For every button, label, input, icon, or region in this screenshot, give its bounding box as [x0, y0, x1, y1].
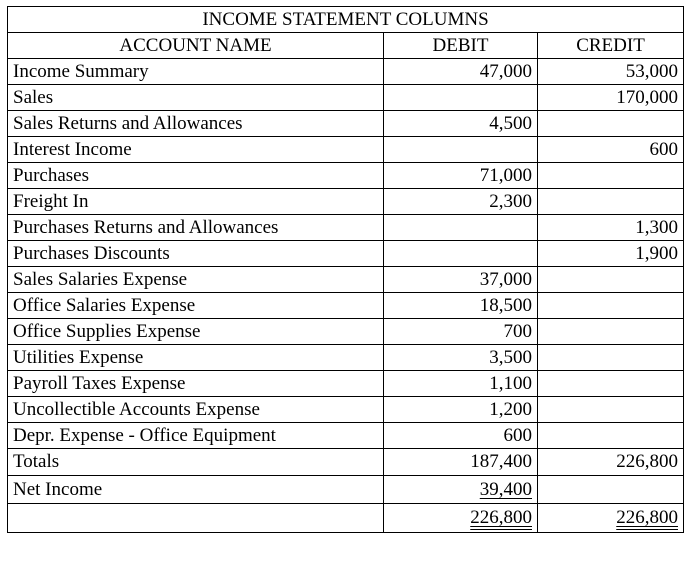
account-name-cell: Purchases Returns and Allowances: [8, 215, 384, 241]
final-credit: [538, 504, 684, 533]
credit-cell: 170,000: [538, 85, 684, 111]
debit-cell: 71,000: [384, 163, 538, 189]
debit-cell: 18,500: [384, 293, 538, 319]
final-credit-value: 226,800: [616, 507, 678, 528]
totals-credit: 226,800: [538, 449, 684, 476]
credit-cell: [538, 423, 684, 449]
account-row: [8, 137, 684, 163]
account-row: [8, 423, 684, 449]
account-row: [8, 267, 684, 293]
account-row: [8, 397, 684, 423]
credit-cell: 1,900: [538, 241, 684, 267]
account-name-cell: Uncollectible Accounts Expense: [8, 397, 384, 423]
debit-cell: [384, 85, 538, 111]
account-row: [8, 293, 684, 319]
account-row: [8, 345, 684, 371]
account-name-cell: Purchases: [8, 163, 384, 189]
final-debit-value: 226,800: [470, 507, 532, 528]
account-row: [8, 371, 684, 397]
debit-cell: 3,500: [384, 345, 538, 371]
income-statement-table: [7, 6, 684, 533]
debit-cell: 47,000: [384, 59, 538, 85]
account-row: [8, 59, 684, 85]
totals-label: Totals: [8, 449, 384, 476]
account-name-cell: Payroll Taxes Expense: [8, 371, 384, 397]
account-row: [8, 215, 684, 241]
account-name-cell: Utilities Expense: [8, 345, 384, 371]
account-name-cell: Office Salaries Expense: [8, 293, 384, 319]
account-row: [8, 189, 684, 215]
debit-cell: 1,200: [384, 397, 538, 423]
debit-cell: [384, 241, 538, 267]
account-row: [8, 319, 684, 345]
net-income-label: Net Income: [8, 476, 384, 504]
debit-cell: [384, 137, 538, 163]
account-name-cell: Sales Returns and Allowances: [8, 111, 384, 137]
debit-cell: 700: [384, 319, 538, 345]
debit-cell: 2,300: [384, 189, 538, 215]
account-row: [8, 111, 684, 137]
final-debit: [384, 504, 538, 533]
title-row: [8, 7, 684, 33]
credit-cell: [538, 293, 684, 319]
credit-cell: [538, 319, 684, 345]
account-row: [8, 163, 684, 189]
credit-cell: [538, 267, 684, 293]
account-name-header: ACCOUNT NAME: [8, 33, 384, 59]
debit-cell: 600: [384, 423, 538, 449]
account-name-cell: Depr. Expense - Office Equipment: [8, 423, 384, 449]
credit-cell: 1,300: [538, 215, 684, 241]
account-name-cell: Freight In: [8, 189, 384, 215]
account-name-cell: Income Summary: [8, 59, 384, 85]
credit-cell: [538, 397, 684, 423]
credit-cell: [538, 111, 684, 137]
account-name-cell: Interest Income: [8, 137, 384, 163]
credit-cell: [538, 345, 684, 371]
credit-header: CREDIT: [538, 33, 684, 59]
statement-title: INCOME STATEMENT COLUMNS: [8, 7, 684, 33]
account-name-cell: Purchases Discounts: [8, 241, 384, 267]
account-row: [8, 241, 684, 267]
debit-header: DEBIT: [384, 33, 538, 59]
debit-cell: [384, 215, 538, 241]
account-name-cell: Sales Salaries Expense: [8, 267, 384, 293]
account-row: [8, 85, 684, 111]
final-label: [8, 504, 384, 533]
credit-cell: 53,000: [538, 59, 684, 85]
debit-cell: 4,500: [384, 111, 538, 137]
totals-row: [8, 449, 684, 476]
header-row: [8, 33, 684, 59]
account-name-cell: Office Supplies Expense: [8, 319, 384, 345]
credit-cell: [538, 163, 684, 189]
net-income-debit-value: 39,400: [479, 479, 532, 500]
account-name-cell: Sales: [8, 85, 384, 111]
credit-cell: [538, 189, 684, 215]
net-income-credit: [538, 476, 684, 504]
credit-cell: 600: [538, 137, 684, 163]
debit-cell: 37,000: [384, 267, 538, 293]
credit-cell: [538, 371, 684, 397]
debit-cell: 1,100: [384, 371, 538, 397]
net-income-debit: [384, 476, 538, 504]
net-income-row: [8, 476, 684, 504]
final-totals-row: [8, 504, 684, 533]
totals-debit: 187,400: [384, 449, 538, 476]
